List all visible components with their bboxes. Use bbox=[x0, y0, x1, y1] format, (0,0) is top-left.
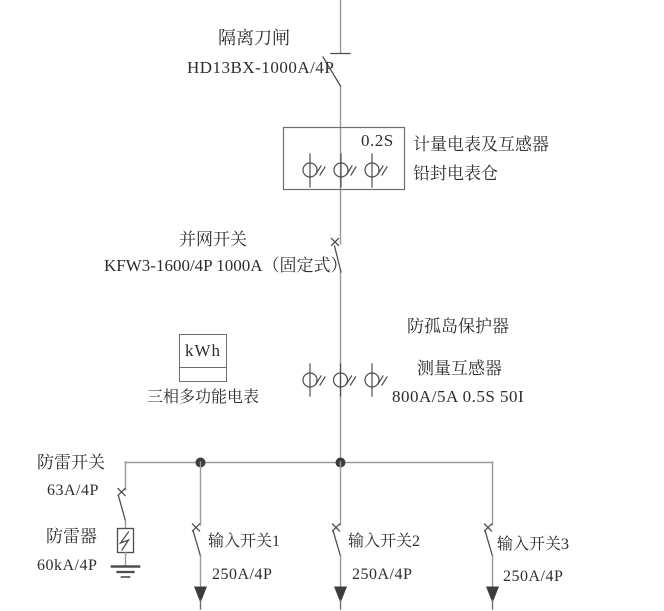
grid-switch-label: 并网开关 bbox=[179, 230, 247, 249]
input-switch-2-label: 输入开关2 bbox=[348, 533, 421, 550]
surge-arrester-spec: 60kA/4P bbox=[37, 557, 98, 574]
energy-meter-display: kWh bbox=[184, 341, 222, 360]
measuring-ct-label: 测量互感器 bbox=[417, 359, 502, 378]
surge-arrester-icon bbox=[118, 529, 134, 553]
input-switch-1-label: 输入开关1 bbox=[208, 533, 281, 550]
surge-switch-label: 防雷开关 bbox=[37, 453, 105, 472]
input-switch-3-label: 输入开关3 bbox=[497, 536, 570, 553]
surge-switch-spec: 63A/4P bbox=[47, 482, 99, 499]
surge-branch bbox=[112, 462, 139, 577]
energy-meter-icon bbox=[179, 334, 227, 368]
input-breaker-1-symbol bbox=[193, 524, 201, 556]
energy-meter-terminal-band bbox=[179, 367, 227, 382]
metering-caption-line1: 计量电表及互感器 bbox=[413, 135, 549, 154]
energy-meter-caption: 三相多功能电表 bbox=[147, 389, 260, 406]
measuring-ct-group-icon bbox=[303, 364, 387, 396]
grid-switch-spec: KFW3-1600/4P 1000A（固定式） bbox=[104, 256, 348, 275]
metering-caption-line2: 铅封电表仓 bbox=[413, 164, 498, 183]
measuring-ct-spec: 800A/5A 0.5S 50I bbox=[392, 387, 525, 406]
surge-arrester-label: 防雷器 bbox=[46, 527, 97, 546]
metering-ct-group-icon bbox=[303, 154, 387, 187]
input-switch-2-spec: 250A/4P bbox=[352, 566, 413, 583]
ground-icon bbox=[112, 567, 139, 578]
input-breaker-2-symbol bbox=[333, 524, 341, 556]
input-branch-2 bbox=[333, 462, 348, 609]
input-switch-3-spec: 250A/4P bbox=[503, 568, 564, 585]
anti-islanding-label: 防孤岛保护器 bbox=[407, 317, 509, 336]
surge-breaker-symbol bbox=[118, 489, 126, 522]
input-breaker-3-symbol bbox=[485, 524, 493, 556]
input-branch-1 bbox=[193, 462, 208, 609]
input-switch-1-spec: 250A/4P bbox=[212, 566, 273, 583]
isolator-spec: HD13BX-1000A/4P bbox=[187, 58, 335, 77]
isolator-label: 隔离刀闸 bbox=[218, 28, 290, 48]
metering-accuracy-class: 0.2S bbox=[361, 131, 394, 150]
